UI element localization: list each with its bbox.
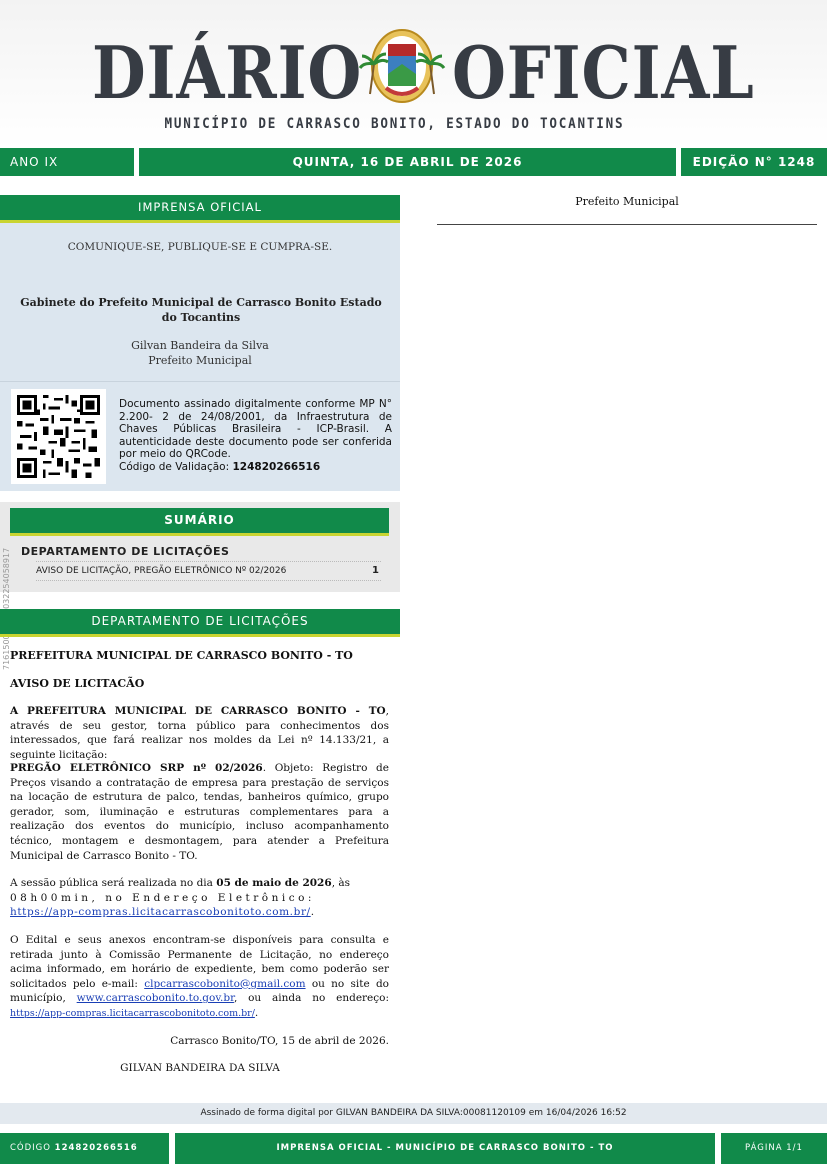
summary-department: DEPARTAMENTO DE LICITAÇÕES	[21, 545, 230, 558]
validation-label: Código de Validação:	[119, 460, 230, 473]
summary-item[interactable]	[36, 561, 381, 581]
paragraph-object	[10, 761, 389, 863]
comunique-text: COMUNIQUE-SE, PUBLIQUE-SE E CUMPRA-SE.	[67, 241, 333, 253]
doc-title: AVISO DE LICITACÃO	[10, 677, 145, 690]
place-date: Carrasco Bonito/TO, 15 de abril de 2026.	[170, 1035, 389, 1047]
title-diario: DIÁRIO	[92, 30, 363, 115]
department-heading: DEPARTAMENTO DE LICITAÇÕES	[0, 609, 400, 637]
edital-mid2: , ou ainda no endereço:	[233, 992, 390, 1005]
footer-page: PÁGINA 1/1	[721, 1133, 827, 1164]
digital-signature-bar: Assinado de forma digital por GILVAN BANDEIRA DA SILVA:00081120109 em 16/04/2026 16:52	[0, 1103, 827, 1124]
municipal-seal-icon	[356, 24, 448, 106]
intro-rest: , através de seu gestor, torna público para conhecimentos dos interessados, que fará realizar nos moldes da Lei nº 14.133/21, a seguinte licitação:	[10, 705, 389, 761]
date-bar	[0, 148, 827, 176]
paragraph-intro	[10, 704, 389, 762]
pregao-bold: PREGÃO ELETRÔNICO SRP nº 02/2026	[10, 762, 263, 774]
object-text: . Objeto: Registro de Preços visando a contratação de empresa para prestação de serviços na locação de estrutura de palco, tendas, banheiros químico, grupo gerador, som, iluminação e estruturas complementares para a realização dos eventos do município, incluso acompanhamento técnico, montagem e desmontagem, para atender a Prefeitura Municipal de Carrasco Bonito - TO.	[10, 762, 389, 862]
session-end: .	[310, 906, 315, 919]
paragraph-edital	[10, 933, 389, 1022]
session-date: 05 de maio de 2026	[216, 877, 332, 889]
validation-code: 124820266516	[232, 460, 321, 473]
edital-portal-link[interactable]: https://app-compras.licitacarrascobonitoto.com.br/	[10, 1007, 255, 1019]
imprensa-oficial-heading: IMPRENSA OFICIAL	[0, 195, 400, 223]
qr-code-icon[interactable]	[11, 389, 106, 484]
session-text-a: A sessão pública será realizada no dia	[10, 877, 217, 889]
footer-code	[0, 1133, 169, 1164]
signature-text: Documento assinado digitalmente conforme MP N° 2.200- 2 de 24/08/2001, da Infraestrutura de Chaves Públicas Brasileira - ICP-Brasil. A autenticidade deste documento pode ser conferida por meio do QRCode.	[119, 398, 392, 461]
edital-mid: ou no site do município,	[10, 977, 389, 1005]
edital-end: .	[254, 1006, 259, 1019]
org-title: PREFEITURA MUNICIPAL DE CARRASCO BONITO - TO	[10, 649, 353, 662]
edital-text: O Edital e seus anexos encontram-se disponíveis para consulta e retirada junto à Comissão Permanente de Licitação, no endereço acima informado, em horário de expediente, bem como poderão ser solicitados pelo e-mail:	[10, 934, 389, 990]
email-link[interactable]: clpcarrascobonito@gmail.com	[144, 977, 306, 990]
summary-heading: SUMÁRIO	[10, 508, 389, 536]
signer-block	[0, 338, 400, 368]
gabinete-title: Gabinete do Prefeito Municipal de Carrasco Bonito Estado do Tocantins	[20, 296, 382, 324]
footer-code-value: 124820266516	[54, 1143, 138, 1153]
footer-code-label: CÓDIGO	[10, 1143, 51, 1153]
footer-title: IMPRENSA OFICIAL - MUNICÍPIO DE CARRASCO BONITO - TO	[175, 1133, 715, 1164]
summary-item-page: 1	[372, 565, 379, 576]
right-column-divider	[437, 224, 817, 225]
digital-signature-notice	[119, 398, 392, 474]
right-column-role: Prefeito Municipal	[575, 195, 679, 208]
site-link[interactable]: www.carrascobonito.to.gov.br	[76, 992, 234, 1005]
summary-item-label: AVISO DE LICITAÇÃO, PREGÃO ELETRÔNICO Nº 02/2026	[36, 566, 287, 576]
session-text-b: , às	[331, 877, 351, 889]
masthead	[0, 0, 827, 148]
signer-role: Prefeito Municipal	[148, 354, 252, 367]
title-oficial: OFICIAL	[452, 30, 755, 115]
year-label: ANO IX	[0, 148, 134, 176]
session-time-address: 08h00min, no Endereço Eletrônico:	[10, 891, 315, 904]
signer-name: Gilvan Bandeira da Silva	[131, 339, 269, 352]
edition-number: EDIÇÃO N° 1248	[681, 148, 827, 176]
issue-date: QUINTA, 16 DE ABRIL DE 2026	[139, 148, 676, 176]
paragraph-session	[10, 876, 389, 920]
intro-bold: A PREFEITURA MUNICIPAL DE CARRASCO BONITO - TO	[10, 705, 386, 717]
article-signer: GILVAN BANDEIRA DA SILVA	[120, 1062, 280, 1074]
portal-link[interactable]: https://app-compras.licitacarrascobonitoto.com.br/	[10, 906, 311, 919]
municipality-subtitle: MUNICÍPIO DE CARRASCO BONITO, ESTADO DO TOCANTINS	[164, 116, 625, 132]
